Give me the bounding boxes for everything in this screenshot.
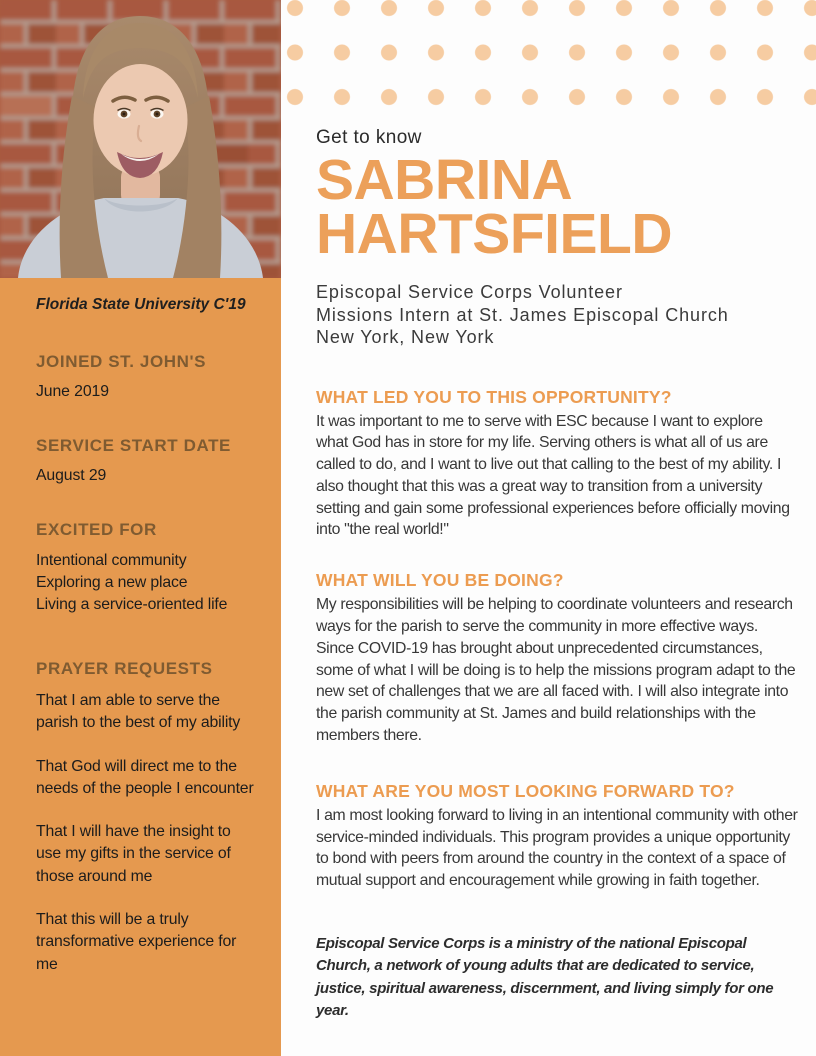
name-line-2: HARTSFIELD [316,202,672,266]
section-doing [316,570,798,747]
page-title [316,148,798,266]
section-heading: WHAT ARE YOU MOST LOOKING FORWARD TO? [316,780,735,801]
section-body: I am most looking forward to living in an intentional community with other service-minded individuals. This program provides a unique opportunity to bond with peers from around the country in the context of a space of mutual support and encouragement while growing in faith together. [316,806,798,890]
school-caption: Florida State University C'19 [36,296,246,313]
joined-value: June 2019 [36,383,109,400]
role-subtitle [316,281,798,349]
subtitle-line: Missions Intern at St. James Episcopal Church [316,304,729,325]
section-looking-forward [316,781,798,892]
section-body: My responsibilities will be helping to coordinate volunteers and research ways for the parish to serve the community in more effective ways. Since COVID-19 has brought about unprecedented circumstances, some of what I will be doing is to help the missions program adapt to the new set of challenges that we are all faced with. I will also integrate into the parish community at St. James and build relationships with the members there. [316,596,796,745]
excited-item: Intentional community [36,552,187,569]
sidebar [0,0,281,1056]
prayer-request: That this will be a truly transformative experience for me [36,911,237,973]
portrait-illustration [0,0,281,278]
excited-item: Living a service-oriented life [36,596,228,613]
block-prayer-requests [36,659,256,976]
subtitle-line: New York, New York [316,327,495,347]
section-body: It was important to me to serve with ESC because I want to explore what God has in store for my life. Serving others is what all of us are called to do, and I want to live out that calling to the best of my ability. I also thought that this was a great way to transition from a university setting and gain some professional experiences before officially moving into "the real world!" [316,412,790,539]
prayer-request: That God will direct me to the needs of the people I encounter [36,757,254,797]
excited-item: Exploring a new place [36,574,188,591]
prayer-request: That I am able to serve the parish to the best of my ability [36,692,241,732]
section-opportunity [316,387,798,542]
sidebar-content [0,278,281,976]
prayer-heading: PRAYER REQUESTS [36,659,213,678]
excited-heading: EXCITED FOR [36,520,157,539]
portrait-photo [0,0,281,278]
footer-note: Episcopal Service Corps is a ministry of the national Episcopal Church, a network of young adults that are dedicated to service, justice, spiritual awareness, discernment, and living simply for one year. [316,935,774,1019]
name-line-1: SABRINA [316,148,573,212]
section-heading: WHAT WILL YOU BE DOING? [316,570,564,591]
service-start-value: August 29 [36,467,107,484]
main-content [281,0,798,1022]
service-start-heading: SERVICE START DATE [36,436,231,455]
block-excited-for [36,520,256,616]
kicker-text: Get to know [316,127,422,148]
prayer-request: That I will have the insight to use my gifts in the service of those around me [36,823,231,885]
section-heading: WHAT LED YOU TO THIS OPPORTUNITY? [316,386,672,407]
block-service-start [36,436,256,485]
main-column [281,0,816,1056]
subtitle-line: Episcopal Service Corps Volunteer [316,282,623,302]
block-joined [36,352,256,401]
joined-heading: JOINED ST. JOHN'S [36,352,207,371]
